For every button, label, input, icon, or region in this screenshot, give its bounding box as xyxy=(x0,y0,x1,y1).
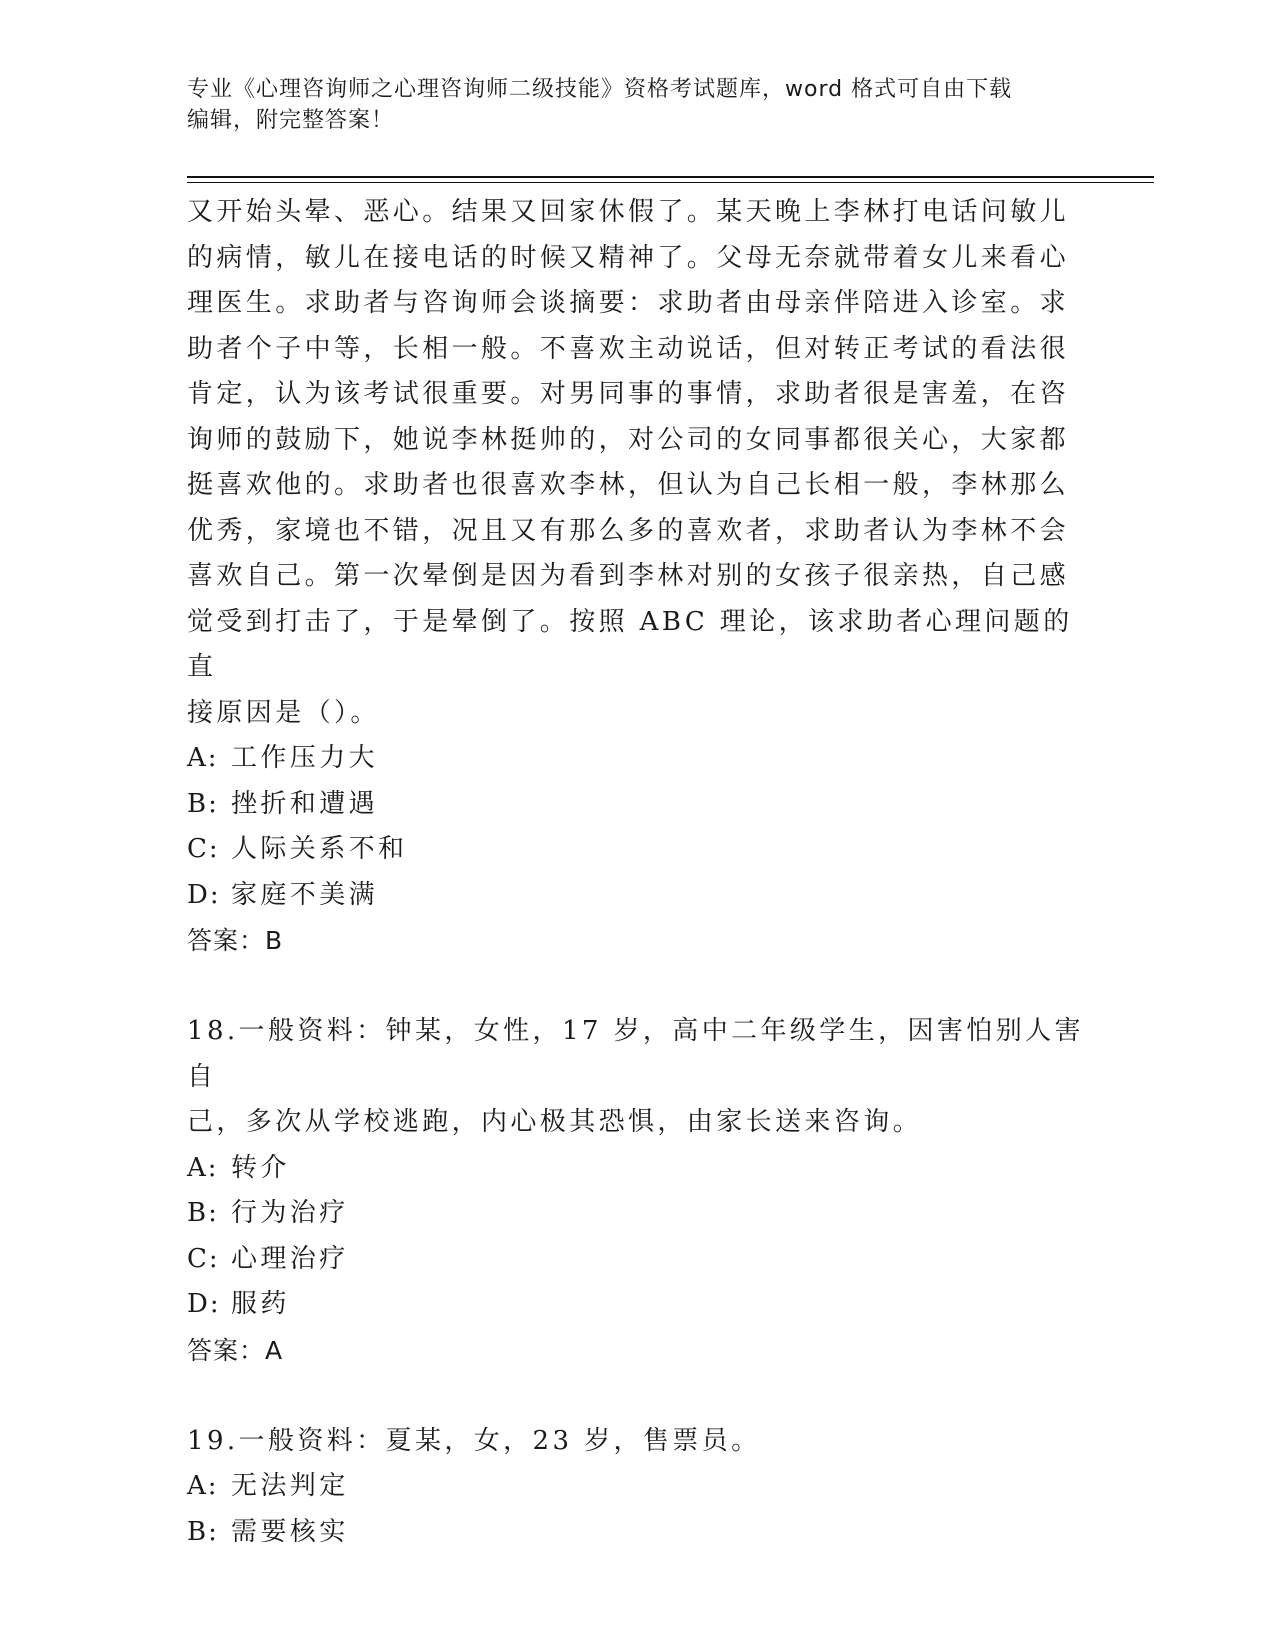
answer-18: 答案：A xyxy=(187,1335,284,1365)
question-17-line: 挺喜欢他的。求助者也很喜欢李林，但认为自己长相一般，李林那么 xyxy=(187,470,1070,500)
option-key: A: xyxy=(187,743,219,773)
spacer xyxy=(187,964,1087,1010)
option-b xyxy=(187,1510,1087,1556)
header-line-1: 专业《心理咨询师之心理咨询师二级技能》资格考试题库，word 格式可自由下载 xyxy=(187,77,1013,102)
question-17-line: 肯定，认为该考试很重要。对男同事的事情，求助者很是害羞，在咨 xyxy=(187,379,1070,409)
option-key: A: xyxy=(187,1471,219,1501)
option-text: 服药 xyxy=(231,1289,290,1319)
question-17-line: 助者个子中等，长相一般。不喜欢主动说话，但对转正考试的看法很 xyxy=(187,333,1070,364)
question-18-line: 己，多次从学校逃跑，内心极其恐惧，由家长送来咨询。 xyxy=(187,1107,923,1137)
option-key: C: xyxy=(187,1243,220,1274)
option-text: 心理治疗 xyxy=(231,1243,349,1274)
option-text: 人际关系不和 xyxy=(231,834,408,864)
question-19 xyxy=(187,1419,1087,1556)
question-17-line: 的病情，敏儿在接电话的时候又精神了。父母无奈就带着女儿来看心 xyxy=(187,242,1070,273)
option-a xyxy=(187,1464,1087,1510)
option-key: A: xyxy=(187,1152,219,1183)
option-a xyxy=(187,736,1087,782)
option-d xyxy=(187,873,1087,919)
question-content xyxy=(187,190,1087,1555)
document-header xyxy=(187,74,1087,136)
question-19-line: 19.一般资料：夏某，女，23 岁，售票员。 xyxy=(187,1425,761,1456)
option-a xyxy=(187,1146,1087,1192)
option-key: C: xyxy=(187,834,220,864)
option-b xyxy=(187,1191,1087,1237)
header-line-2: 编辑，附完整答案！ xyxy=(187,108,395,133)
question-17-line: 又开始头晕、恶心。结果又回家休假了。某天晚上李林打电话问敏儿 xyxy=(187,197,1070,227)
option-text: 挫折和遭遇 xyxy=(231,788,379,819)
spacer xyxy=(187,1373,1087,1419)
question-17-line: 喜欢自己。第一次晕倒是因为看到李林对别的女孩子很亲热，自己感 xyxy=(187,561,1070,591)
question-17-line: 询师的鼓励下，她说李林挺帅的，对公司的女同事都很关心，大家都 xyxy=(187,424,1070,455)
question-17 xyxy=(187,190,1087,964)
question-17-line: 理医生。求助者与咨询师会谈摘要：求助者由母亲伴陪进入诊室。求 xyxy=(187,288,1070,318)
option-text: 行为治疗 xyxy=(231,1198,349,1228)
option-c xyxy=(187,827,1087,873)
option-c xyxy=(187,1237,1087,1283)
option-text: 转介 xyxy=(231,1152,290,1183)
question-17-line: 接原因是（）。 xyxy=(187,697,380,728)
option-text: 工作压力大 xyxy=(231,743,379,773)
option-d xyxy=(187,1282,1087,1328)
option-key: D: xyxy=(187,1289,221,1319)
option-b xyxy=(187,782,1087,828)
question-18-line: 18.一般资料：钟某，女性，17 岁，高中二年级学生，因害怕别人害自 xyxy=(187,1016,1084,1092)
header-rule-thick xyxy=(187,176,1154,178)
option-key: B: xyxy=(187,1198,219,1228)
option-text: 无法判定 xyxy=(231,1471,349,1501)
option-key: B: xyxy=(187,1516,219,1547)
option-key: B: xyxy=(187,788,219,819)
option-text: 家庭不美满 xyxy=(231,879,379,910)
option-key: D: xyxy=(187,879,221,910)
answer-17: 答案：B xyxy=(187,926,284,955)
question-18 xyxy=(187,1009,1087,1373)
question-17-line: 觉受到打击了，于是晕倒了。按照 ABC 理论，该求助者心理问题的直 xyxy=(187,606,1073,682)
option-text: 需要核实 xyxy=(231,1516,349,1547)
question-17-line: 优秀，家境也不错，况且又有那么多的喜欢者，求助者认为李林不会 xyxy=(187,515,1070,546)
header-rule-thin xyxy=(187,182,1154,183)
